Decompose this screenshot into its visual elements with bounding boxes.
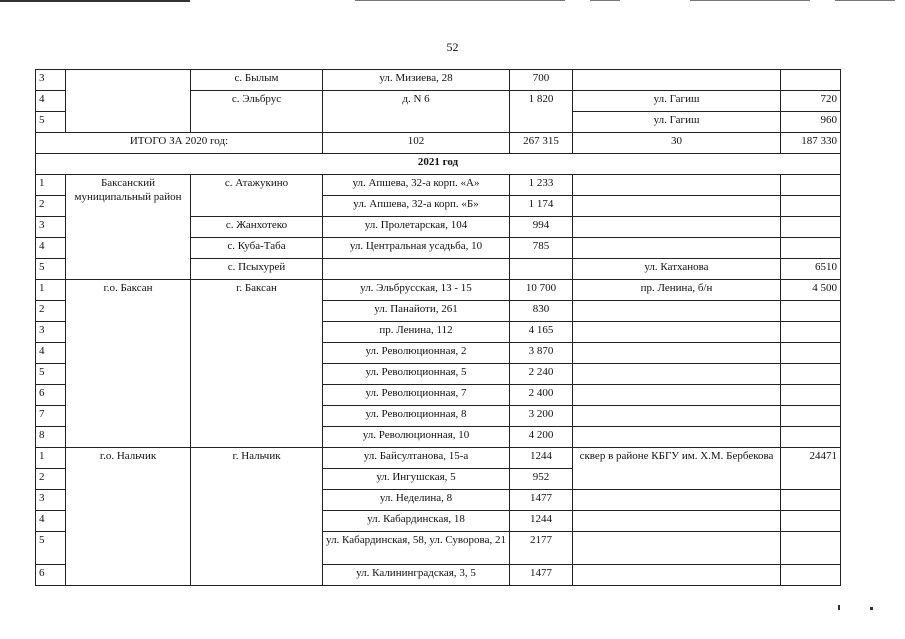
address-cell: ул. Мизиева, 28 <box>323 70 510 91</box>
page-number: 52 <box>446 40 459 54</box>
new-address-cell <box>573 343 781 364</box>
area-cell: 994 <box>510 217 573 238</box>
row-number: 3 <box>36 322 66 343</box>
district-cell: г.о. Нальчик <box>66 448 191 586</box>
settlement-cell: г. Нальчик <box>191 448 323 586</box>
new-address-cell <box>573 565 781 586</box>
scan-edge-mark <box>0 0 190 2</box>
district-cell <box>66 70 191 133</box>
row-number: 1 <box>36 175 66 196</box>
new-area-cell <box>781 427 841 448</box>
new-area-cell: 6510 <box>781 259 841 280</box>
row-number: 1 <box>36 280 66 301</box>
total-label: ИТОГО ЗА 2020 год: <box>36 133 323 154</box>
area-cell <box>510 259 573 280</box>
new-area-cell <box>781 565 841 586</box>
total-row <box>36 133 841 154</box>
table-row <box>36 175 841 196</box>
table-row <box>36 448 841 469</box>
new-address-cell <box>573 427 781 448</box>
new-area-cell <box>781 196 841 217</box>
new-area-cell <box>781 175 841 196</box>
address-cell: ул. Революционная, 5 <box>323 364 510 385</box>
row-number: 2 <box>36 469 66 490</box>
area-cell: 1 820 <box>510 91 573 133</box>
address-cell: ул. Эльбрусская, 13 - 15 <box>323 280 510 301</box>
new-area-cell <box>781 511 841 532</box>
new-area-cell <box>781 490 841 511</box>
area-cell: 3 870 <box>510 343 573 364</box>
settlement-cell: с. Жанхотеко <box>191 217 323 238</box>
new-address-cell <box>573 301 781 322</box>
address-cell: ул. Пролетарская, 104 <box>323 217 510 238</box>
new-address-cell <box>573 217 781 238</box>
row-number: 7 <box>36 406 66 427</box>
address-cell: ул. Неделина, 8 <box>323 490 510 511</box>
area-cell: 10 700 <box>510 280 573 301</box>
new-address-cell <box>573 196 781 217</box>
address-cell: ул. Революционная, 7 <box>323 385 510 406</box>
address-cell: ул. Калининградская, 3, 5 <box>323 565 510 586</box>
address-cell: ул. Центральная усадьба, 10 <box>323 238 510 259</box>
new-address-cell <box>573 511 781 532</box>
address-cell: пр. Ленина, 112 <box>323 322 510 343</box>
area-cell: 2 240 <box>510 364 573 385</box>
new-area-cell: 960 <box>781 112 841 133</box>
row-number: 2 <box>36 196 66 217</box>
new-address-cell <box>573 364 781 385</box>
district-cell: г.о. Баксан <box>66 280 191 448</box>
settlement-cell: с. Псыхурей <box>191 259 323 280</box>
settlement-cell: с. Былым <box>191 70 323 91</box>
new-area-cell: 4 500 <box>781 280 841 301</box>
scan-speck <box>870 607 873 610</box>
row-number: 6 <box>36 565 66 586</box>
section-year-heading: 2021 год <box>36 154 841 175</box>
row-number: 5 <box>36 532 66 565</box>
address-cell: ул. Революционная, 2 <box>323 343 510 364</box>
row-number: 3 <box>36 217 66 238</box>
row-number: 8 <box>36 427 66 448</box>
settlement-cell: с. Эльбрус <box>191 91 323 133</box>
area-cell: 830 <box>510 301 573 322</box>
address-cell: ул. Революционная, 10 <box>323 427 510 448</box>
area-cell: 3 200 <box>510 406 573 427</box>
total-area: 267 315 <box>510 133 573 154</box>
scan-edge-mark <box>355 0 565 1</box>
section-header-row <box>36 154 841 175</box>
settlement-cell: с. Куба-Таба <box>191 238 323 259</box>
row-number: 4 <box>36 343 66 364</box>
address-cell: ул. Кабардинская, 58, ул. Суворова, 21 <box>323 532 510 565</box>
area-cell: 1477 <box>510 565 573 586</box>
new-area-cell <box>781 532 841 565</box>
scan-speck <box>838 605 840 610</box>
row-number: 4 <box>36 511 66 532</box>
new-address-cell: пр. Ленина, б/н <box>573 280 781 301</box>
scan-edge-mark <box>590 0 620 1</box>
area-cell: 2177 <box>510 532 573 565</box>
new-address-cell: ул. Катханова <box>573 259 781 280</box>
new-area-cell <box>781 364 841 385</box>
scan-edge-mark <box>690 0 810 1</box>
area-cell: 1477 <box>510 490 573 511</box>
row-number: 1 <box>36 448 66 469</box>
area-cell: 1244 <box>510 448 573 469</box>
row-number: 5 <box>36 259 66 280</box>
new-area-cell <box>781 70 841 91</box>
settlement-cell: г. Баксан <box>191 280 323 448</box>
table-row <box>36 280 841 301</box>
address-cell: ул. Байсултанова, 15-а <box>323 448 510 469</box>
new-area-cell <box>781 238 841 259</box>
total-new-area: 187 330 <box>781 133 841 154</box>
scan-edge-mark <box>835 0 895 1</box>
new-area-cell <box>781 322 841 343</box>
total-new-count: 30 <box>573 133 781 154</box>
new-area-cell <box>781 343 841 364</box>
new-address-cell <box>573 238 781 259</box>
address-cell: ул. Ингушская, 5 <box>323 469 510 490</box>
row-number: 4 <box>36 238 66 259</box>
address-cell: ул. Кабардинская, 18 <box>323 511 510 532</box>
total-count: 102 <box>323 133 510 154</box>
row-number: 3 <box>36 490 66 511</box>
area-cell: 700 <box>510 70 573 91</box>
area-cell: 2 400 <box>510 385 573 406</box>
new-area-cell: 24471 <box>781 448 841 490</box>
new-area-cell <box>781 406 841 427</box>
area-cell: 952 <box>510 469 573 490</box>
new-address-cell <box>573 385 781 406</box>
new-address-cell <box>573 406 781 427</box>
new-address-cell: сквер в районе КБГУ им. Х.М. Бербекова <box>573 448 781 490</box>
row-number: 4 <box>36 91 66 112</box>
row-number: 5 <box>36 112 66 133</box>
new-area-cell: 720 <box>781 91 841 112</box>
address-cell: ул. Панайоти, 261 <box>323 301 510 322</box>
address-cell: ул. Революционная, 8 <box>323 406 510 427</box>
new-address-cell: ул. Гагиш <box>573 112 781 133</box>
row-number: 2 <box>36 301 66 322</box>
table-row <box>36 70 841 91</box>
new-address-cell <box>573 175 781 196</box>
area-cell: 1 233 <box>510 175 573 196</box>
new-address-cell <box>573 70 781 91</box>
address-cell: ул. Апшева, 32-а корп. «Б» <box>323 196 510 217</box>
address-cell <box>323 259 510 280</box>
row-number: 5 <box>36 364 66 385</box>
new-area-cell <box>781 301 841 322</box>
new-address-cell <box>573 322 781 343</box>
address-cell: ул. Апшева, 32-а корп. «А» <box>323 175 510 196</box>
row-number: 6 <box>36 385 66 406</box>
area-cell: 785 <box>510 238 573 259</box>
area-cell: 1244 <box>510 511 573 532</box>
new-address-cell <box>573 532 781 565</box>
district-cell: Баксанский муниципальный район <box>66 175 191 280</box>
address-cell: д. N 6 <box>323 91 510 133</box>
area-cell: 4 200 <box>510 427 573 448</box>
new-address-cell: ул. Гагиш <box>573 91 781 112</box>
land-plots-table <box>35 69 841 586</box>
area-cell: 1 174 <box>510 196 573 217</box>
new-area-cell <box>781 385 841 406</box>
new-address-cell <box>573 490 781 511</box>
area-cell: 4 165 <box>510 322 573 343</box>
row-number: 3 <box>36 70 66 91</box>
settlement-cell: с. Атажукино <box>191 175 323 217</box>
new-area-cell <box>781 217 841 238</box>
